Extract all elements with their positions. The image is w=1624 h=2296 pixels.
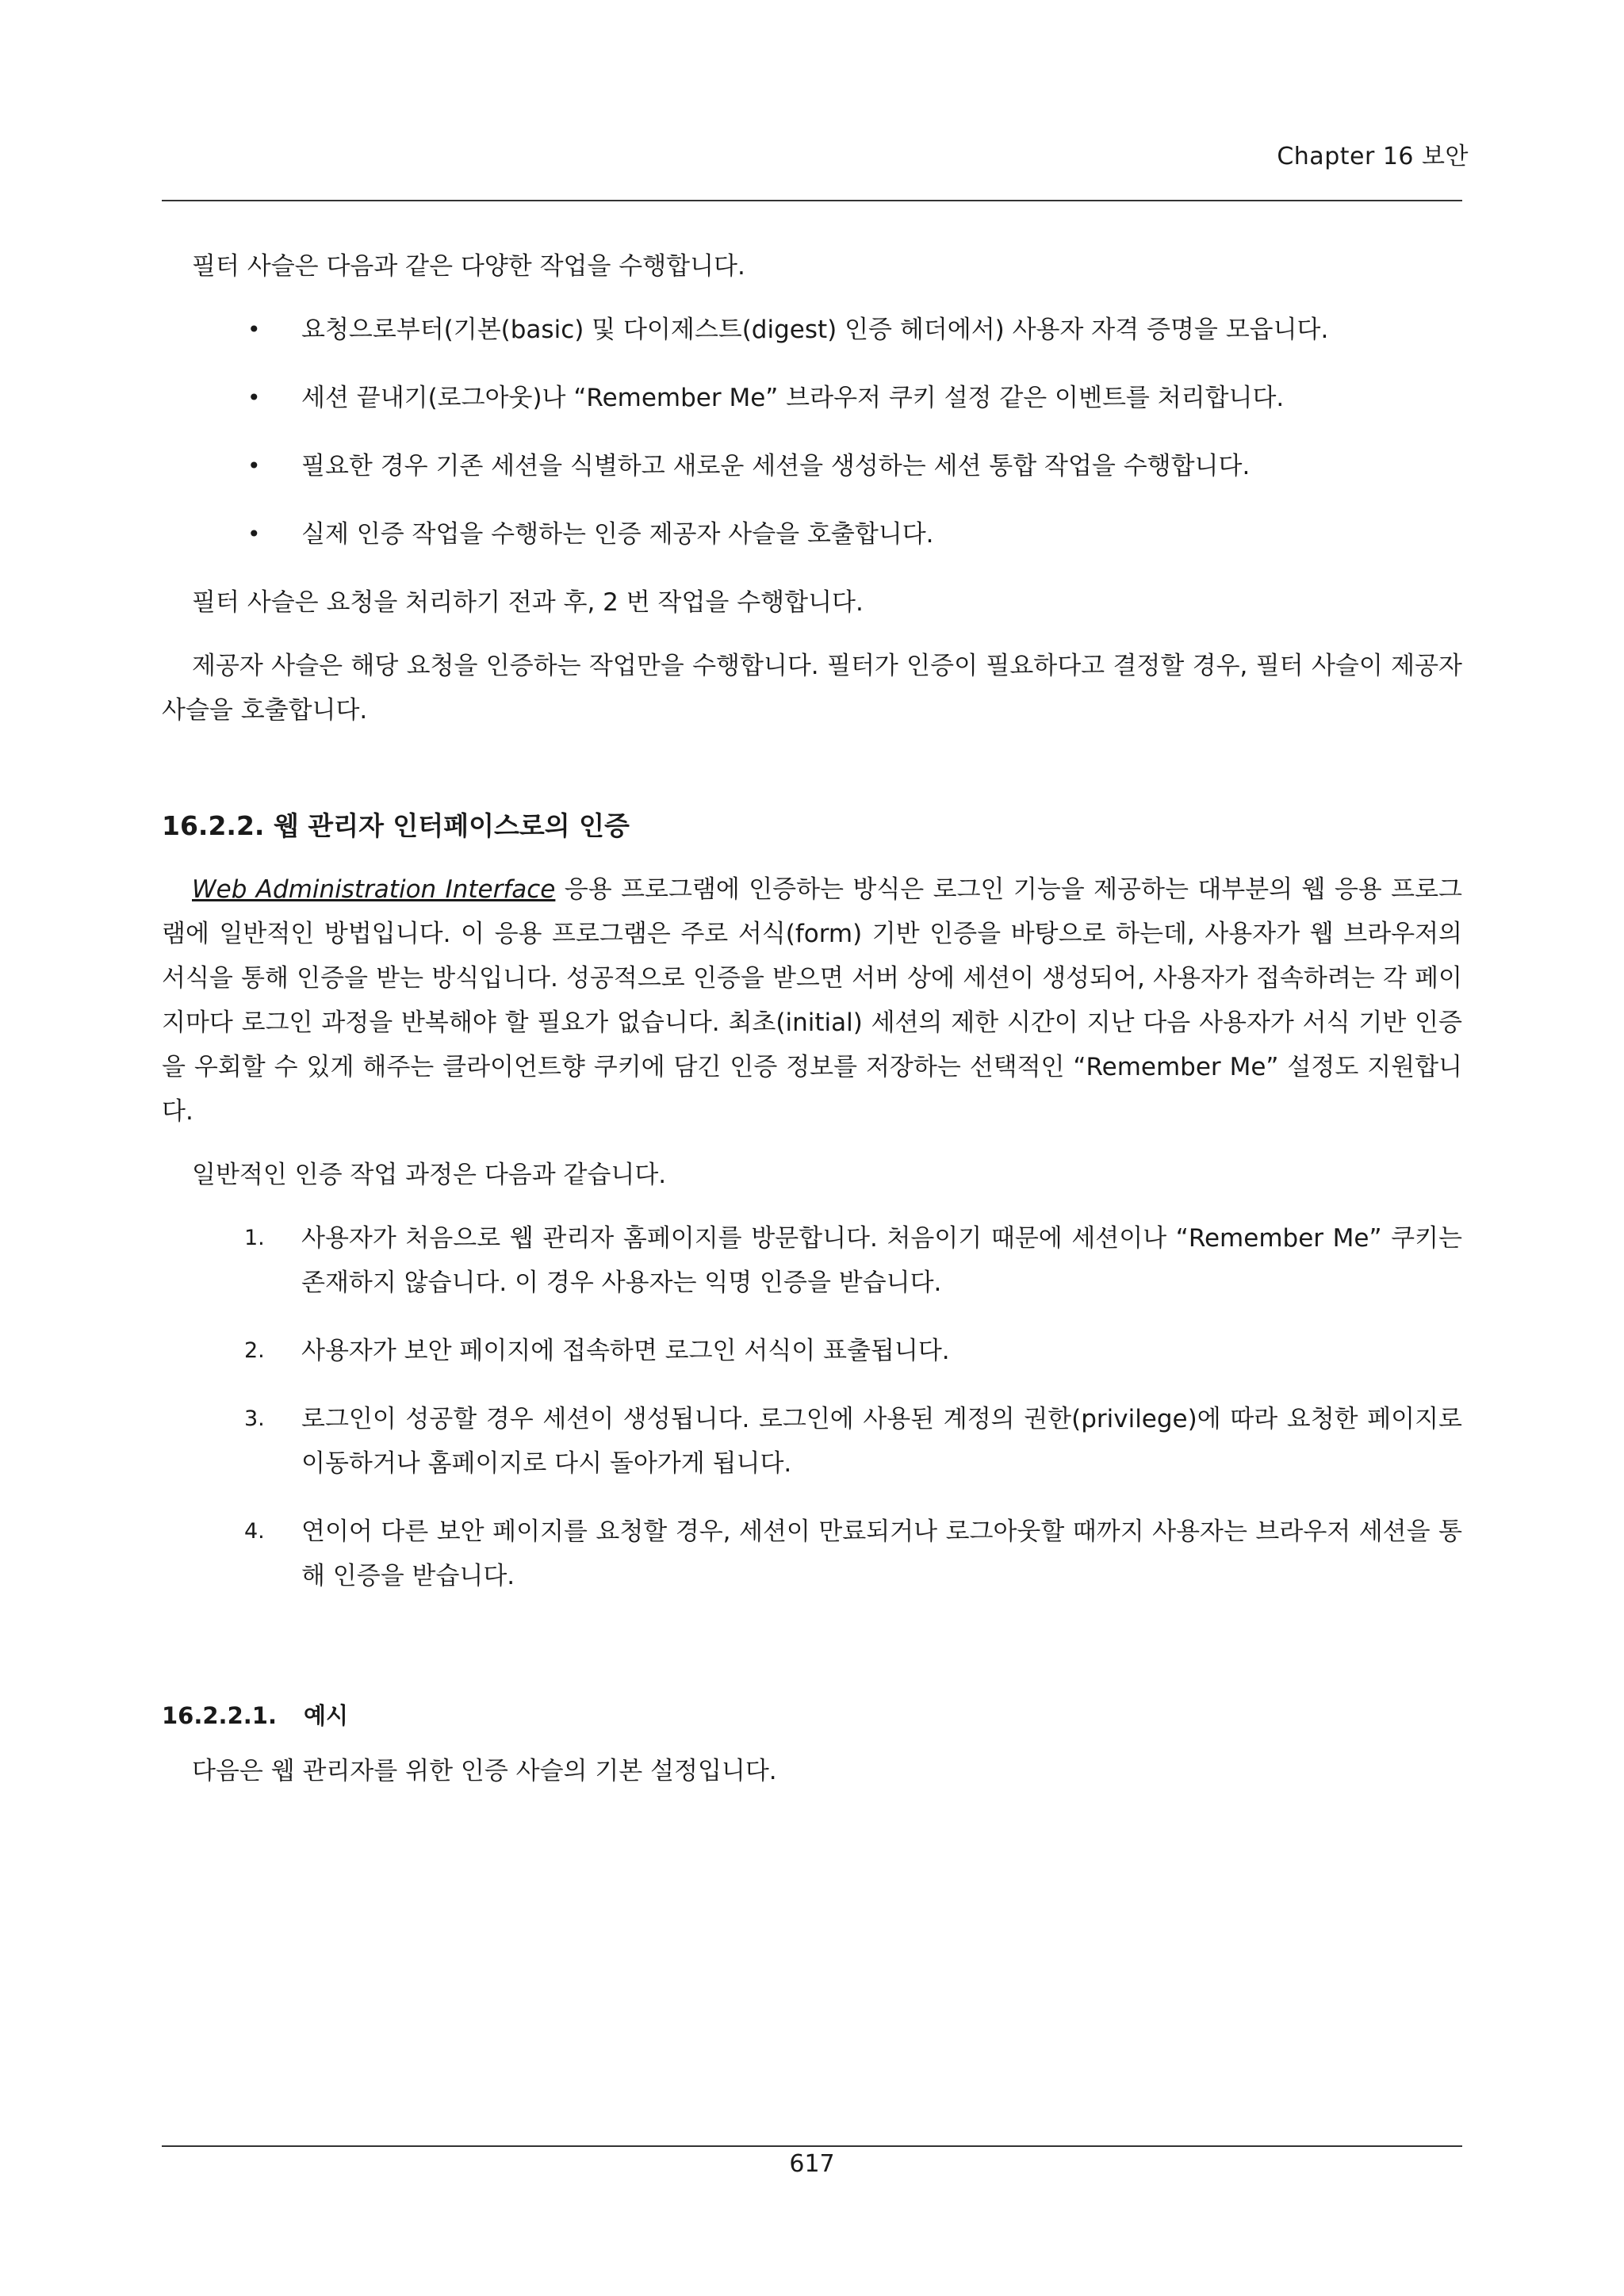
web-admin-auth-paragraph	[162, 867, 1462, 1134]
list-item	[162, 1216, 1462, 1305]
running-header: Chapter 16 보안	[1277, 143, 1469, 170]
step-text: 연이어 다른 보안 페이지를 요청할 경우, 세션이 만료되거나 로그아웃할 때까지 사용자는 브라우저 세션을 통해 인증을 받습니다.	[301, 1517, 1462, 1590]
header-rule	[162, 200, 1462, 201]
step-text: 사용자가 처음으로 웹 관리자 홈페이지를 방문합니다. 처음이기 때문에 세션이나 “Remember Me” 쿠키는 존재하지 않습니다. 이 경우 사용자는 익명 인증을 받습니다.	[301, 1224, 1463, 1297]
filter-chain-summary: 필터 사슬은 요청을 처리하기 전과 후, 2 번 작업을 수행합니다.	[192, 588, 864, 617]
step-text: 사용자가 보안 페이지에 접속하면 로그인 서식이 표출됩니다.	[301, 1337, 950, 1365]
step-number: 4.	[244, 1519, 265, 1544]
web-admin-interface-link[interactable]: Web Administration Interface	[192, 875, 556, 904]
step-number: 1.	[244, 1226, 265, 1250]
page-content	[162, 244, 1462, 1793]
list-item-text: 필요한 경우 기존 세션을 식별하고 새로운 세션을 생성하는 세션 통합 작업을 수행합니다.	[301, 452, 1251, 480]
footer-rule	[162, 2145, 1462, 2147]
list-item-text: 요청으로부터(기본(basic) 및 다이제스트(digest) 인증 헤더에서) 사용자 자격 증명을 모읍니다.	[301, 316, 1329, 344]
bullet-icon: •	[247, 316, 261, 342]
list-item-text: 세션 끝내기(로그아웃)나 “Remember Me” 브라우저 쿠키 설정 같은 이벤트를 처리합니다.	[301, 384, 1285, 412]
list-item	[162, 444, 1462, 488]
process-lead: 일반적인 인증 작업 과정은 다음과 같습니다.	[192, 1161, 667, 1189]
filter-chain-lead: 필터 사슬은 다음과 같은 다양한 작업을 수행합니다.	[192, 252, 745, 281]
list-item	[162, 1510, 1462, 1598]
subsection-number: 16.2.2.1.	[162, 1702, 277, 1729]
web-admin-auth-text: 응용 프로그램에 인증하는 방식은 로그인 기능을 제공하는 대부분의 웹 응용 프로그램에 일반적인 방법입니다. 이 응용 프로그램은 주로 서식(form) 기반 인증을 바탕으로 하는데, 사용자가 웹 브라우저의 서식을 통해 인증을 받는 방식입니다. 성공적으로 인증을 받으면 서버 상에 세션이 생성되어, 사용자가 접속하려는 각 페이지마다 로그인 과정을 반복해야 할 필요가 없습니다. 최초(initial) 세션의 제한 시간이 지난 다음 사용자가 서식 기반 인증을 우회할 수 있게 해주는 클라이언트향 쿠키에 담긴 인증 정보를 저장하는 선택적인 “Remember Me” 설정도 지원합니다.	[162, 875, 1462, 1126]
step-text: 로그인이 성공할 경우 세션이 생성됩니다. 로그인에 사용된 계정의 권한(privilege)에 따라 요청한 페이지로 이동하거나 홈페이지로 다시 돌아가게 됩니다.	[301, 1405, 1462, 1478]
list-item	[162, 512, 1462, 557]
example-intro: 다음은 웹 관리자를 위한 인증 사슬의 기본 설정입니다.	[192, 1757, 777, 1785]
step-number: 2.	[244, 1338, 265, 1363]
list-item	[162, 376, 1462, 420]
bullet-icon: •	[247, 385, 261, 411]
subsection-heading	[162, 1693, 1462, 1738]
bullet-icon: •	[247, 453, 261, 479]
provider-chain-paragraph: 제공자 사슬은 해당 요청을 인증하는 작업만을 수행합니다. 필터가 인증이 필요하다고 결정할 경우, 필터 사슬이 제공자 사슬을 호출합니다.	[162, 652, 1462, 725]
list-item	[162, 1329, 1462, 1373]
list-item	[162, 1397, 1462, 1486]
list-item-text: 실제 인증 작업을 수행하는 인증 제공자 사슬을 호출합니다.	[301, 520, 934, 549]
list-item	[162, 308, 1462, 352]
auth-process-steps	[162, 1216, 1462, 1598]
bullet-icon: •	[247, 521, 261, 547]
step-number: 3.	[244, 1406, 265, 1431]
page-number: 617	[789, 2150, 835, 2178]
section-heading: 16.2.2. 웹 관리자 인터페이스로의 인증	[162, 810, 630, 841]
subsection-title: 예시	[303, 1702, 348, 1729]
filter-task-list	[162, 308, 1462, 557]
